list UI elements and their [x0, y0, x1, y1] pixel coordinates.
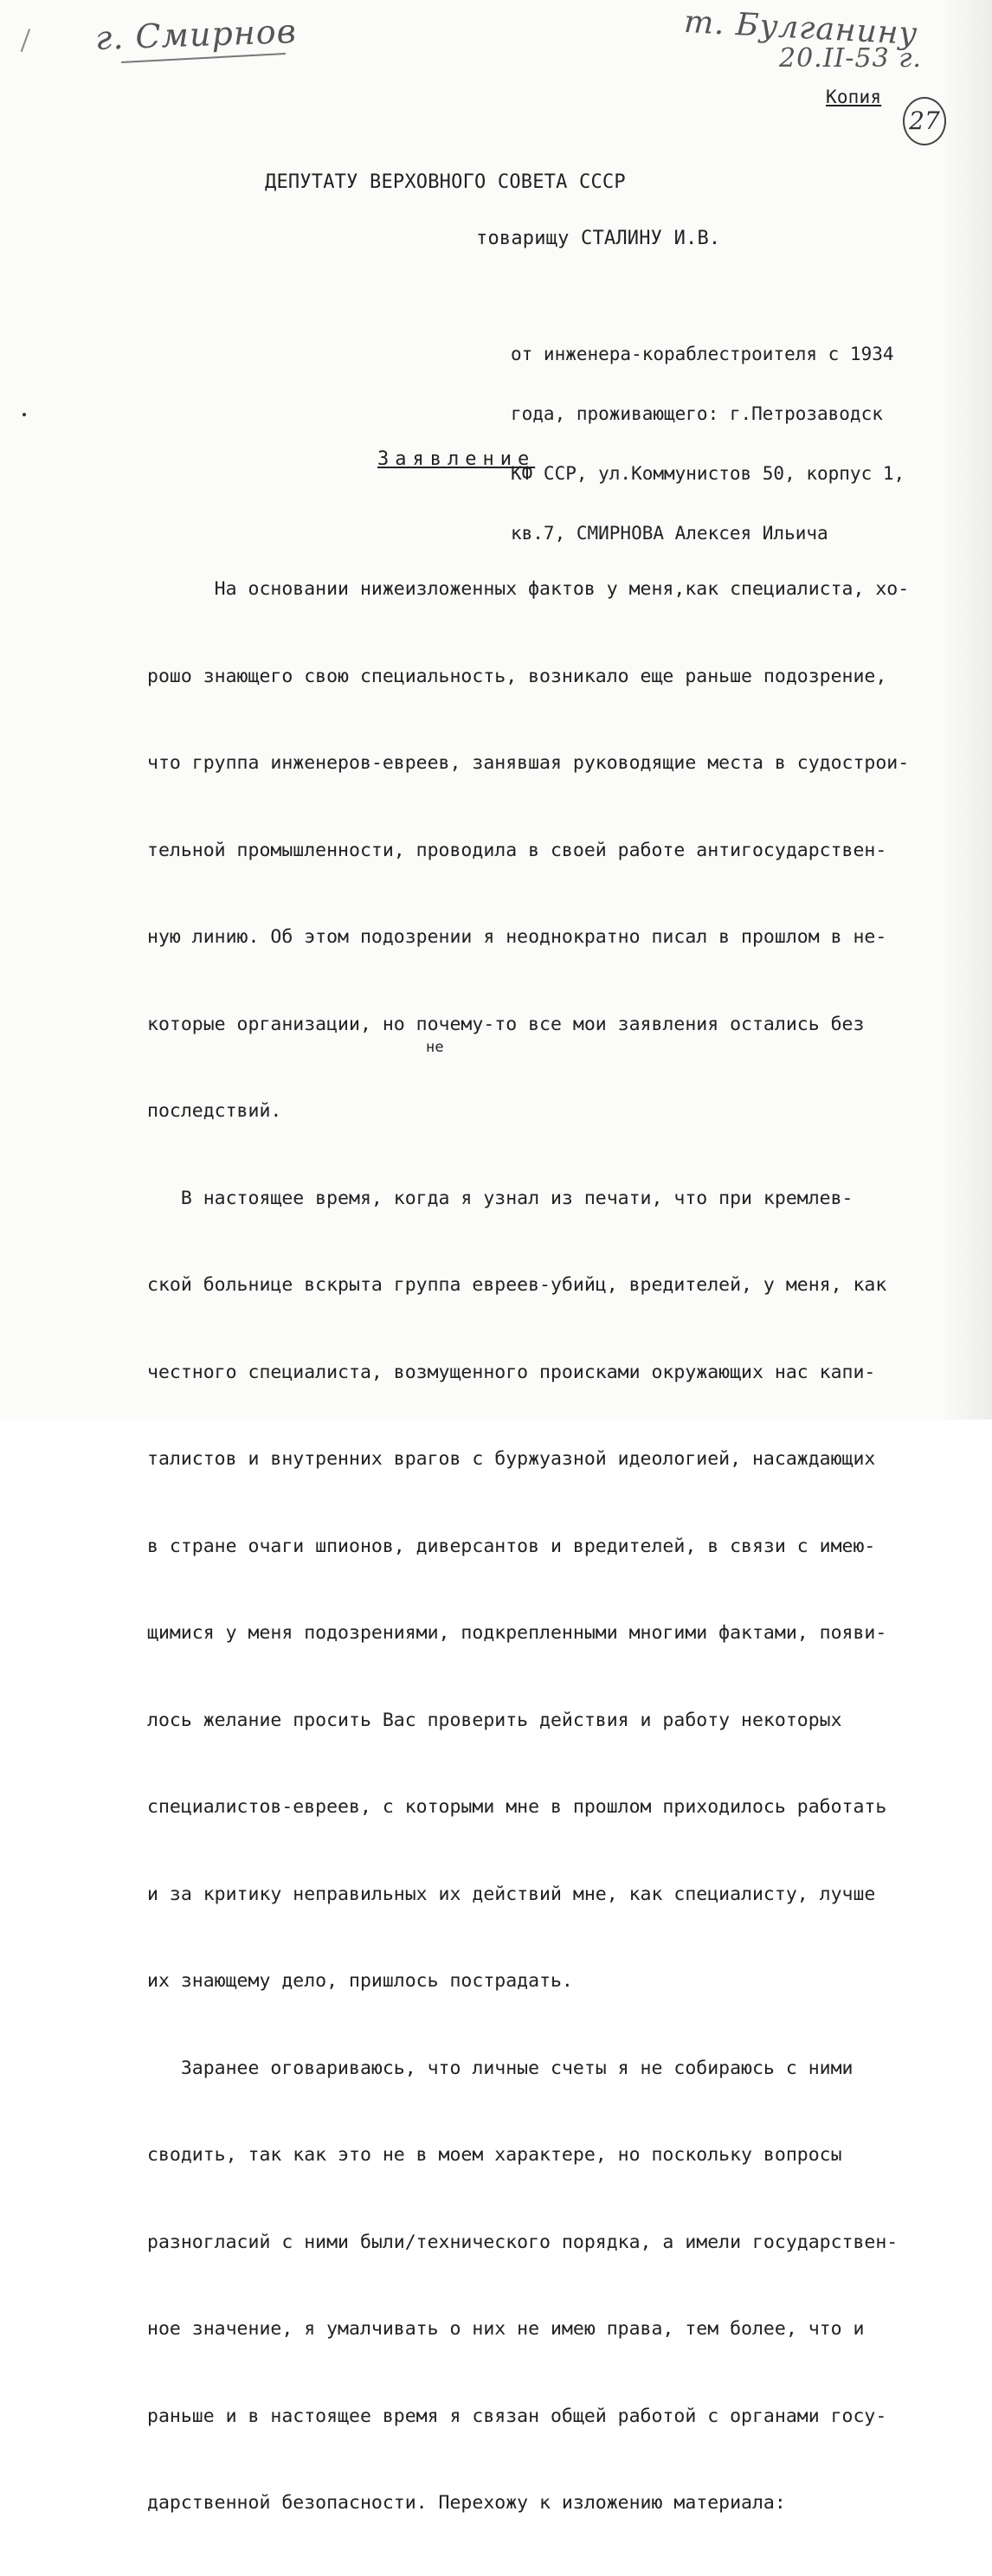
body-line: талистов и внутренних врагов с буржуазной идеологией, насаждающих [147, 1448, 876, 1470]
body-line: ской больнице вскрыта группа евреев-убийц, вредителей, у меня, как [147, 1274, 887, 1296]
body-line: лось желание просить Вас проверить действия и работу некоторых [147, 1709, 842, 1731]
body-line: сводить, так как это не в моем характере, но поскольку вопросы [147, 2144, 842, 2166]
body-line: что группа инженеров-евреев, занявшая руководящие места в судострои- [147, 752, 910, 774]
body-line: рошо знающего свою специальность, возникало еще раньше подозрение, [147, 665, 887, 687]
body-line: В настоящее время, когда я узнал из печати, что при кремлев- [147, 1187, 854, 1209]
handwritten-note-bulganin: т. Булганину [683, 3, 919, 53]
body-line: тельной промышленности, проводила в своей работе антигосударствен- [147, 839, 887, 861]
margin-dot [23, 413, 26, 416]
handwritten-note-smirnov: г. Смирнов [94, 11, 298, 58]
addressee-line-2: товарищу СТАЛИНУ И.В. [476, 228, 721, 249]
body-line: дарственной безопасности. Перехожу к изложению материала: [147, 2492, 786, 2514]
sender-line: КФ ССР, ул.Коммунистов 50, корпус 1, [511, 463, 905, 484]
typed-insertion: не [426, 1039, 444, 1056]
body-line: в стране очаги шпионов, диверсантов и вредителей, в связи с имею- [147, 1535, 876, 1557]
body-line: раньше и в настоящее время я связан общей работой с органами госу- [147, 2405, 887, 2427]
body-line: их знающему дело, пришлось пострадать. [147, 1970, 573, 1992]
body-line: специалистов-евреев, с которыми мне в прошлом приходилось работать [147, 1796, 887, 1818]
document-body [147, 517, 909, 2576]
sender-line: от инженера-кораблестроителя с 1934 [511, 344, 894, 364]
handwritten-date: 20.II-53 г. [779, 43, 922, 74]
addressee-line-1: ДЕПУТАТУ ВЕРХОВНОГО СОВЕТА СССР [265, 171, 626, 193]
body-line: ное значение, я умалчивать о них не имею права, тем более, что и [147, 2318, 865, 2340]
body-line: разногласий с ними были/технического порядка, а имели государствен- [147, 2231, 899, 2253]
document-title: Заявление [377, 448, 536, 470]
body-line: ную линию. Об этом подозрении я неоднократно писал в прошлом в не- [147, 926, 887, 948]
margin-mark [21, 29, 42, 56]
body-line: честного специалиста, возмущенного происками окружающих нас капи- [147, 1361, 876, 1383]
body-line: и за критику неправильных их действий мне, как специалисту, лучше [147, 1883, 876, 1905]
body-line: которые организации, но почему-то все мои заявления остались без [147, 1013, 865, 1035]
copy-label: Копия [826, 87, 882, 107]
body-line: Заранее оговариваюсь, что личные счеты я не собираюсь с ними [147, 2057, 854, 2079]
body-line: щимися у меня подозрениями, подкрепленными многими фактами, появи- [147, 1622, 887, 1644]
sender-line: кв.7, СМИРНОВА Алексея Ильича [511, 523, 828, 544]
body-line: На основании нижеизложенных фактов у меня,как специалиста, хо- [147, 578, 910, 600]
page-number-circled: 27 [903, 97, 946, 145]
sender-line: года, проживающего: г.Петрозаводск [511, 403, 883, 424]
body-line: последствий. [147, 1100, 282, 1122]
